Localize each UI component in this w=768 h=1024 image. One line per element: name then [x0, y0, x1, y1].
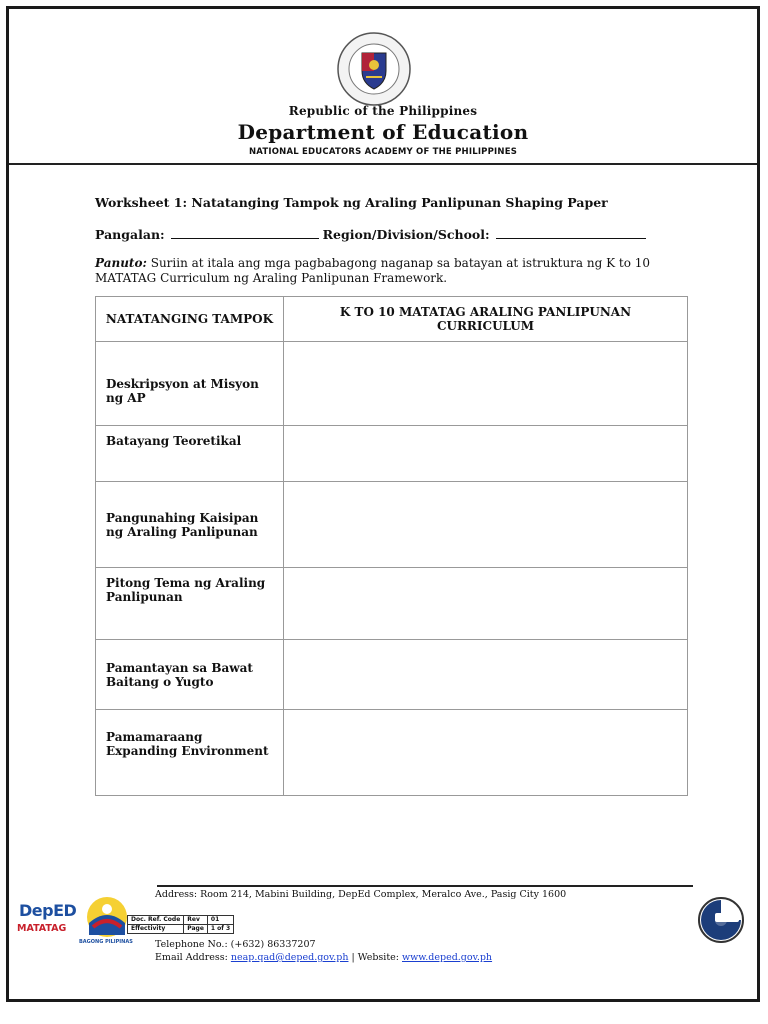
department-heading: Department of Education — [237, 120, 529, 144]
name-blank[interactable] — [171, 227, 319, 239]
letterhead — [9, 9, 757, 163]
answer-cell[interactable] — [284, 342, 688, 426]
table-row — [96, 710, 688, 796]
document-reference-table — [127, 915, 234, 934]
email-label: Email Address: — [155, 952, 231, 963]
answer-cell[interactable] — [284, 710, 688, 796]
table-row — [96, 568, 688, 640]
feature-cell: Batayang Teoretikal — [96, 426, 284, 482]
rev-value: 01 — [207, 916, 233, 925]
bagong-pilipinas-label: BAGONG PILIPINAS — [79, 939, 133, 945]
instructions-lead: Panuto: — [95, 256, 147, 270]
table-row — [96, 342, 688, 426]
iso-certification-icon — [693, 895, 749, 945]
answer-cell[interactable] — [284, 568, 688, 640]
header-features: NATATANGING TAMPOK — [96, 297, 284, 342]
footer-divider — [157, 885, 693, 887]
page-value: 1 of 3 — [207, 925, 233, 934]
website-label: | Website: — [348, 952, 402, 963]
region-blank[interactable] — [496, 227, 646, 239]
deped-seal-icon — [336, 31, 412, 107]
table-header-row — [96, 297, 688, 342]
table-row — [96, 482, 688, 568]
feature-cell: Pamantayan sa Bawat Baitang o Yugto — [96, 640, 284, 710]
rev-label: Rev — [184, 916, 208, 925]
feature-cell: Pitong Tema ng Araling Panlipunan — [96, 568, 284, 640]
matatag-logo: MATATAG — [17, 923, 67, 934]
footer-telephone: Telephone No.: (+632) 86337207 — [155, 939, 316, 950]
feature-cell: Pangunahing Kaisipan ng Araling Panlipunan — [96, 482, 284, 568]
answer-cell[interactable] — [284, 482, 688, 568]
instructions — [95, 256, 685, 286]
name-region-line — [95, 227, 646, 242]
region-label: Region/Division/School: — [322, 227, 490, 242]
page-label: Page — [184, 925, 208, 934]
effectivity-label: Effectivity — [128, 925, 184, 934]
header-divider — [9, 163, 757, 165]
academy-heading: NATIONAL EDUCATORS ACADEMY OF THE PHILIPPINES — [248, 147, 518, 157]
table-row — [96, 640, 688, 710]
email-link[interactable]: neap.qad@deped.gov.ph — [230, 952, 349, 963]
feature-cell: Deskripsyon at Misyon ng AP — [96, 342, 284, 426]
answer-cell[interactable] — [284, 426, 688, 482]
header-curriculum: K TO 10 MATATAG ARALING PANLIPUNAN CURRICULUM — [284, 297, 688, 342]
doc-ref-label: Doc. Ref. Code — [128, 916, 184, 925]
footer-address: Address: Room 214, Mabini Building, DepEd Complex, Meralco Ave., Pasig City 1600 — [155, 889, 567, 900]
republic-heading: Republic of the Philippines — [288, 104, 478, 118]
page-frame — [6, 6, 760, 1002]
worksheet-title: Worksheet 1: Natatanging Tampok ng Araling Panlipunan Shaping Paper — [95, 195, 608, 210]
website-link[interactable]: www.deped.gov.ph — [402, 952, 493, 963]
deped-logo: DepED — [19, 901, 77, 920]
answer-cell[interactable] — [284, 640, 688, 710]
name-label: Pangalan: — [95, 227, 165, 242]
worksheet-table — [95, 296, 688, 796]
footer-contact — [155, 952, 492, 963]
table-row — [96, 426, 688, 482]
feature-cell: Pamamaraang Expanding Environment — [96, 710, 284, 796]
bagong-pilipinas-icon — [83, 893, 131, 941]
instructions-text: Suriin at itala ang mga pagbabagong naganap sa batayan at istruktura ng K to 10 MATATAG Curriculum ng Araling Panlipunan Framework. — [95, 256, 651, 285]
